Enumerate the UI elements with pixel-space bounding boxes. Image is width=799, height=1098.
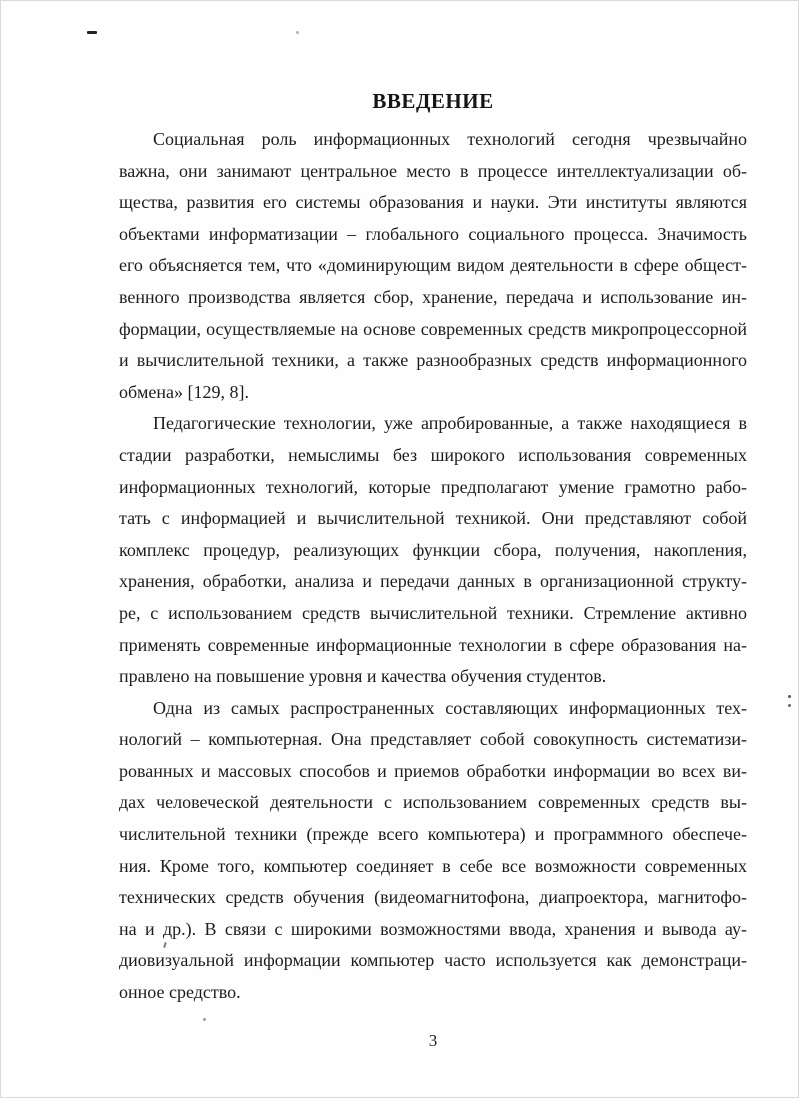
text-line: Одна из самых распространенных составляющих информационных тех- xyxy=(153,697,747,718)
page-number: 3 xyxy=(428,1031,438,1050)
scan-artifact-dot xyxy=(296,31,299,34)
text-line: технических средств обучения (видеомагнитофона, диапроектора, магнитофо- xyxy=(119,887,747,908)
text-line: важна, они занимают центральное место в процессе интеллектуализации об- xyxy=(119,160,747,181)
text-line: дах человеческой деятельности с использованием современных средств вы- xyxy=(119,792,747,813)
text-line: рованных и массовых способов и приемов обработки информации во всех ви- xyxy=(119,760,747,781)
text-line: на и др.). В связи с широкими возможностями ввода, хранения и вывода ау- xyxy=(119,918,747,939)
text-line: венного производства является сбор, хранение, передача и использование ин- xyxy=(119,286,747,307)
text-line: стадии разработки, немыслимы без широкого использования современных xyxy=(119,444,747,465)
text-line: Социальная роль информационных технологий сегодня чрезвычайно xyxy=(153,129,747,149)
text-line: тать с информацией и вычислительной техникой. Они представляют собой xyxy=(119,508,747,529)
text-line: объектами информатизации – глобального социального процесса. Значимость xyxy=(119,223,747,244)
text-line: применять современные информационные технологии в сфере образования на- xyxy=(119,634,747,655)
text-line: комплекс процедур, реализующих функции сбора, получения, накопления, xyxy=(119,539,747,560)
text-line: Педагогические технологии, уже апробированные, а также находящиеся в xyxy=(153,413,747,434)
text-line: информационных технологий, которые предполагают умение грамотно рабо- xyxy=(119,476,747,497)
text-line: диовизуальной информации компьютер часто используется как демонстраци- xyxy=(119,950,747,971)
body-text xyxy=(119,124,747,1009)
scan-artifact-dash xyxy=(87,31,97,34)
text-line: нологий – компьютерная. Она представляет собой совокупность систематизи- xyxy=(119,729,747,750)
text-line: ния. Кроме того, компьютер соединяет в себе все возможности современных xyxy=(119,855,747,876)
text-line: числительной техники (прежде всего компьютера) и программного обеспече- xyxy=(119,824,747,845)
scan-artifact-colon xyxy=(788,695,791,698)
text-line: хранения, обработки, анализа и передачи данных в организационной структу- xyxy=(119,571,747,592)
text-line: обмена» [129, 8]. xyxy=(119,381,249,402)
scan-artifact-dot xyxy=(203,1018,206,1021)
text-line: и вычислительной техники, а также разнообразных средств информационного xyxy=(119,350,747,371)
text-line: формации, осуществляемые на основе современных средств микропроцессорной xyxy=(119,318,747,339)
page-title: ВВЕДЕНИЕ xyxy=(372,89,494,113)
text-line: щества, развития его системы образования и науки. Эти институты являются xyxy=(119,192,747,213)
text-line: онное средство. xyxy=(119,982,241,1003)
text-line: правлено на повышение уровня и качества обучения студентов. xyxy=(119,666,607,687)
text-line: ре, с использованием средств вычислительной техники. Стремление активно xyxy=(119,602,747,623)
text-line: его объясняется тем, что «доминирующим видом деятельности в сфере общест- xyxy=(119,255,747,276)
